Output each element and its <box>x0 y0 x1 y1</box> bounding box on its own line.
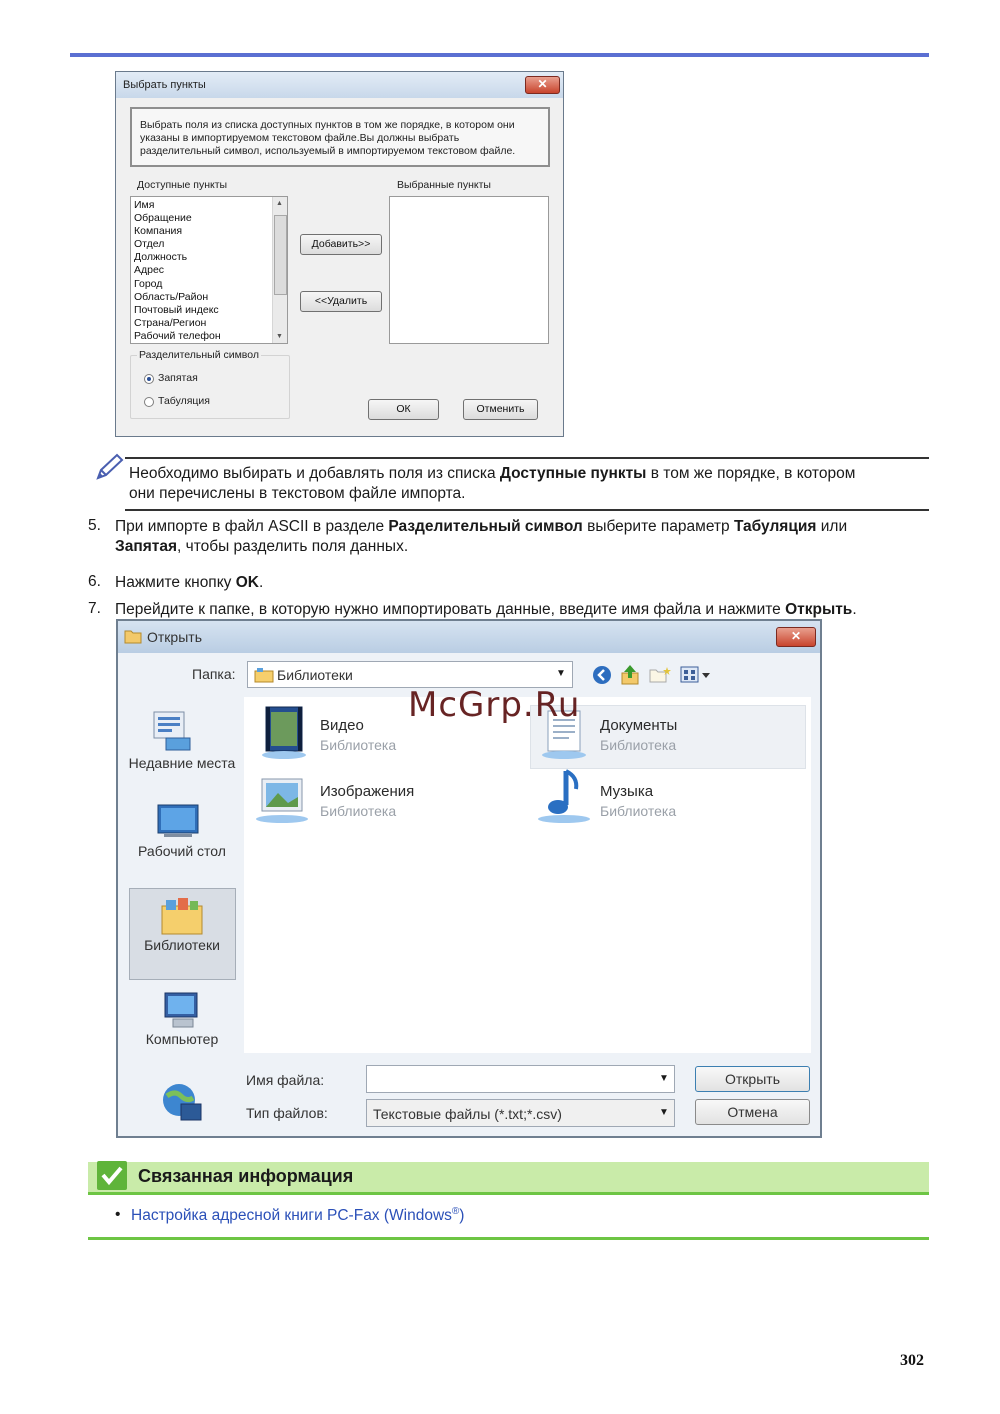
step-text-part: , чтобы разделить поля данных. <box>177 538 409 555</box>
radio-tab-label[interactable]: Табуляция <box>158 395 210 407</box>
radio-comma[interactable] <box>144 374 154 384</box>
available-items <box>134 199 221 343</box>
dialog-titlebar <box>116 72 563 98</box>
step-text-part: . <box>852 601 857 618</box>
libraries-icon[interactable] <box>160 896 204 939</box>
available-item[interactable]: Область/Район <box>134 290 209 303</box>
separator-group-label: Разделительный символ <box>139 349 260 361</box>
library-pane <box>244 697 811 1053</box>
network-icon[interactable] <box>159 1080 203 1127</box>
available-item[interactable]: Компания <box>134 225 183 238</box>
note-bold-term: Доступные пункты <box>499 465 647 482</box>
folder-icon <box>124 628 142 647</box>
note-text <box>129 464 929 504</box>
selected-items-list[interactable] <box>389 196 549 344</box>
folder-combo[interactable] <box>247 661 573 688</box>
add-button[interactable]: Добавить>> <box>300 234 382 255</box>
filename-label: Имя файла: <box>246 1072 325 1088</box>
available-item[interactable]: Обращение <box>134 212 192 225</box>
step-text-part: . <box>258 574 264 591</box>
selected-items-label: Выбранные пункты <box>397 179 491 191</box>
scroll-down-icon[interactable]: ▼ <box>276 333 283 340</box>
related-bullet: • <box>115 1206 121 1223</box>
library-pictures-name[interactable]: Изображения <box>320 783 415 800</box>
related-info-rule <box>88 1192 929 1195</box>
page-number: 302 <box>900 1352 924 1369</box>
checkmark-icon <box>97 1161 127 1190</box>
related-info-bottom-rule <box>88 1237 929 1240</box>
chevron-down-icon[interactable]: ▼ <box>556 668 566 679</box>
pc-fax-address-book-link[interactable] <box>131 1206 464 1225</box>
registered-mark: ® <box>451 1206 460 1217</box>
folder-value: Библиотеки <box>277 667 353 683</box>
step-text-part: или <box>816 518 848 535</box>
step-line <box>115 600 930 620</box>
note-rule-bottom <box>125 509 929 511</box>
available-item[interactable]: Должность <box>134 251 188 264</box>
desktop-icon[interactable] <box>156 803 200 842</box>
top-rule <box>70 53 929 57</box>
watermark: McGrp.Ru <box>408 685 581 725</box>
list-scrollbar[interactable] <box>272 197 287 343</box>
step-text <box>115 517 930 557</box>
place-libraries[interactable]: Библиотеки <box>144 937 220 953</box>
step-line <box>115 537 930 557</box>
new-folder-icon[interactable] <box>649 666 671 687</box>
note-text-part: в том же порядке, в котором <box>646 465 856 482</box>
step-line <box>115 573 930 593</box>
step-text <box>115 600 930 620</box>
video-library-icon[interactable] <box>256 703 312 762</box>
step-bold-term: Открыть <box>785 601 853 618</box>
step-text-part: выберите параметр <box>582 518 734 535</box>
view-menu-icon[interactable] <box>680 666 712 687</box>
open-button[interactable]: Открыть <box>695 1066 810 1092</box>
step-text-part: При импорте в файл ASCII в разделе <box>115 518 389 535</box>
scroll-thumb[interactable] <box>274 215 287 295</box>
back-icon[interactable] <box>592 665 612 688</box>
computer-icon[interactable] <box>159 991 203 1034</box>
filename-input[interactable] <box>366 1065 675 1093</box>
places-bar <box>126 696 238 1132</box>
available-item[interactable]: Отдел <box>134 238 165 251</box>
library-documents-name[interactable]: Документы <box>600 717 678 734</box>
open-dialog-titlebar <box>118 621 820 653</box>
instructions-line-1: Выбрать поля из списка доступных пунктов в том же порядке, в котором они <box>140 119 515 131</box>
filetype-select[interactable] <box>366 1099 675 1127</box>
step-bold-term: Разделительный символ <box>388 518 583 535</box>
step-number: 6. <box>88 573 101 590</box>
step-bold-term: Запятая <box>115 538 177 555</box>
step-bold-term: Табуляция <box>733 518 817 535</box>
remove-button[interactable]: <<Удалить <box>300 291 382 312</box>
place-computer[interactable]: Компьютер <box>145 1031 219 1047</box>
step-text <box>115 573 930 593</box>
note-rule-top <box>125 457 929 459</box>
library-pictures-sub: Библиотека <box>320 803 397 819</box>
note-line-2: они перечислены в текстовом файле импорта. <box>129 485 466 502</box>
available-item[interactable]: Почтовый индекс <box>134 303 219 316</box>
instructions-line-3: разделительный символ, используемый в импортируемом текстовом файле. <box>140 145 516 157</box>
chevron-down-icon[interactable]: ▼ <box>659 1107 669 1118</box>
filetype-value: Текстовые файлы (*.txt;*.csv) <box>373 1106 562 1122</box>
folder-label: Папка: <box>192 666 236 682</box>
libraries-small-icon <box>254 667 274 686</box>
step-line <box>115 517 930 537</box>
note-line-1 <box>129 464 929 484</box>
up-folder-icon[interactable] <box>620 663 640 688</box>
pictures-library-icon[interactable] <box>252 771 312 830</box>
step-text-part: Нажмите кнопку <box>115 574 236 591</box>
close-button[interactable]: ✕ <box>525 76 560 94</box>
library-documents-sub: Библиотека <box>600 737 677 753</box>
separator-group <box>130 355 290 419</box>
open-dialog-title: Открыть <box>147 629 202 645</box>
pencil-icon <box>93 452 125 489</box>
radio-comma-label[interactable]: Запятая <box>158 372 198 384</box>
available-items-list[interactable] <box>130 196 288 344</box>
cancel-button[interactable]: Отмена <box>695 1099 810 1125</box>
music-library-icon[interactable] <box>534 767 594 830</box>
step-bold-term: OK <box>235 574 259 591</box>
available-item[interactable]: Рабочий телефон <box>134 329 221 342</box>
place-desktop[interactable]: Рабочий стол <box>138 843 226 859</box>
dialog-title: Выбрать пункты <box>123 79 206 91</box>
note-text-part: Необходимо выбирать и добавлять поля из списка <box>129 465 500 482</box>
related-info-title: Связанная информация <box>138 1166 354 1186</box>
link-close[interactable]: ) <box>459 1207 465 1225</box>
radio-tab[interactable] <box>144 397 154 407</box>
place-recent[interactable]: Недавние места <box>128 755 236 771</box>
library-music-name[interactable]: Музыка <box>600 783 654 800</box>
filetype-label: Тип файлов: <box>246 1105 328 1121</box>
cancel-button[interactable]: Отменить <box>463 399 538 420</box>
select-items-dialog <box>115 71 564 437</box>
instructions-box <box>130 107 550 167</box>
chevron-down-icon[interactable]: ▼ <box>659 1073 669 1084</box>
scroll-up-icon[interactable]: ▲ <box>276 200 283 207</box>
recent-places-icon[interactable] <box>148 708 192 755</box>
close-button[interactable]: ✕ <box>776 627 816 647</box>
available-item[interactable]: Город <box>134 277 163 290</box>
instructions-line-2: указаны в импортируемом текстовом файле.Вы должны выбрать <box>140 132 460 144</box>
ok-button[interactable]: ОК <box>368 399 439 420</box>
link-text[interactable]: Настройка адресной книги PC-Fax (Windows <box>131 1207 452 1225</box>
available-item[interactable]: Страна/Регион <box>134 316 207 329</box>
available-item[interactable]: Имя <box>134 199 155 211</box>
available-items-label: Доступные пункты <box>137 179 228 191</box>
library-music-sub: Библиотека <box>600 803 677 819</box>
step-number: 5. <box>88 517 101 534</box>
library-video-sub: Библиотека <box>320 737 397 753</box>
library-video-name[interactable]: Видео <box>320 717 364 734</box>
available-item[interactable]: Адрес <box>134 264 165 277</box>
step-number: 7. <box>88 600 101 617</box>
step-text-part: Перейдите к папке, в которую нужно импортировать данные, введите имя файла и нажмите <box>115 601 786 618</box>
